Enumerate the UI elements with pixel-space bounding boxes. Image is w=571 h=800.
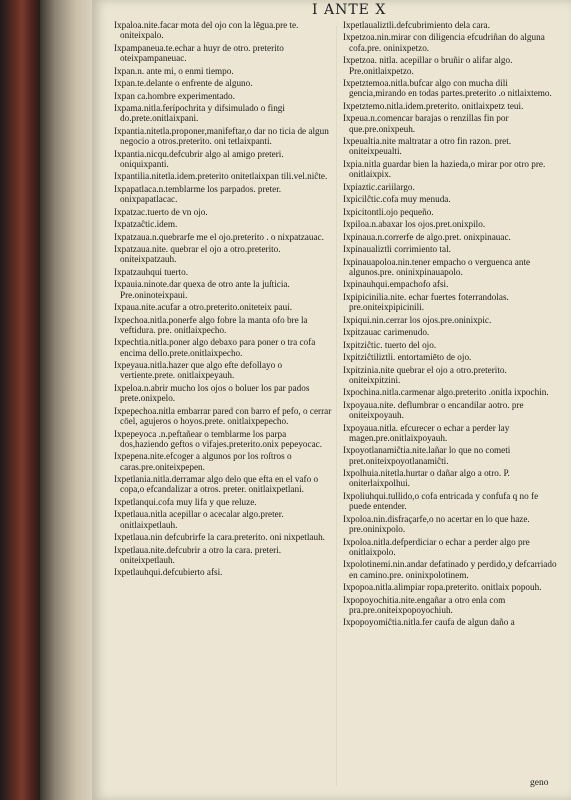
catchword: geno — [530, 778, 549, 788]
dictionary-entry: Ixpepechoa.nitla embarrar pared con barro ef pefo, o cerrar cōel, agujeros o hoyos.prete. onitlaixpepecho. — [114, 405, 332, 427]
dictionary-entry: Ixpinaua.n.correrfe de algo.pret. onixpinauac. — [343, 231, 511, 242]
dictionary-entry: Ixpaua.nite.acufar a otro.preterito.oniteteix paui. — [114, 302, 293, 313]
dictionary-entry: Ixpolhuia.nitetla.hurtar o dañar algo a otro. P. oniterlaixpolhui. — [343, 468, 510, 489]
dictionary-entry: Ixpantilia.nitetla.idem.preterito onitetlaixpan tili.vel.niĉte. — [114, 171, 328, 182]
dictionary-entry: Ixpoloa.nitla.defperdiciar o echar a perder algo pre onitlaixpolo. — [343, 536, 530, 557]
dictionary-entry: Ixpochina.nitla.carmenar algo.preterito .onitla ixpochin. — [343, 387, 549, 398]
dictionary-entry: Ixpitziĉtiliztli. entortamiēto de ojo. — [343, 352, 472, 363]
dictionary-entry: Ixpatzac.tuerto de vn ojo. — [114, 206, 208, 217]
dictionary-entry: Ixpantia.nicqu.defcubrir algo al amigo preteri. oniquixpanti. — [114, 148, 284, 169]
dictionary-entry: Ixpetlania.nitla.derramar algo delo que efta en el vafo o copa,o efcandalizar a otros. preter. onitlaixpetlani. — [114, 474, 319, 495]
dictionary-entry: Ixpechoa.nitla.ponerfe algo fobre la manta ofo bre la veftidura. pre. onitlaixpecho. — [114, 314, 308, 335]
dictionary-entry: Ixpoliuhqui.tullido,o cofa entricada y confufa q no fe puede entender. — [343, 490, 539, 512]
dictionary-entry: Ixpeualtia.nite maltratar a otro fin razon. pret. oniteixpeualti. — [343, 136, 512, 157]
dictionary-entry: Ixpatzaĉtic.idem. — [114, 219, 178, 230]
page-edge — [40, 0, 100, 800]
running-title: I ANTE X — [312, 2, 387, 18]
right-column — [343, 20, 559, 630]
dictionary-entry: Ixpolotinemi.nin.andar defatinado y perdido,y defcarriado en camino.pre. oninixpolotinem. — [343, 559, 557, 580]
dictionary-entry: Ixpinauapoloa.nin.tener empacho o verguenca ante algunos.pre. oninixpinauapolo. — [343, 256, 531, 277]
dictionary-page — [92, 0, 571, 800]
dictionary-entry: Ixpetlaua.nitla acepillar o acecalar algo.preter. onitlaixpetlauh. — [114, 509, 284, 530]
dictionary-entry: Ixpetlaua.nite.defcubrir a otro la cara. preteri. oniteixpetlauh. — [114, 544, 282, 565]
dictionary-entry: Ixpechtia.nitla.poner algo debaxo para poner o tra cofa encima dello.prete.onitlaixpecho. — [114, 337, 316, 358]
dictionary-entry: Ixpepena.nite.efcoger a algunos por los roſtros o caras.pre.oniteixpepen. — [114, 451, 292, 472]
dictionary-entry: Ixpeua.n.comencar barajas o renzillas fin por que.pre.onixpeuh. — [343, 113, 509, 134]
dictionary-entry: Ixpatzaua.n.quebrarfe me el ojo.preterito . o nixpatzauac. — [114, 231, 324, 242]
dictionary-entry: Ixpapatlaca.n.temblarme los parpados. preter. onixpapatlacac. — [114, 183, 282, 205]
dictionary-entry: Ixpiaztic.cariilargo. — [343, 181, 415, 192]
dictionary-entry: Ixpia.nitla guardar bien la hazieda,o mirar por otro pre. onitlaixpix. — [343, 158, 546, 180]
dictionary-entry: Ixpicitontli.ojo pequeño. — [343, 206, 434, 217]
dictionary-entry: Ixpantia.nitetla.proponer,manifeftar,o dar no ticia de algun negocio a otros.preterito. oni tetlaixpanti. — [114, 125, 329, 147]
dictionary-entry: Ixpan.n. ante mi, o enmi tiempo. — [114, 65, 234, 76]
dictionary-entry: Ixpetlanqui.cofa muy lifa y que reluze. — [114, 496, 257, 507]
dictionary-entry: Ixpinauhqui.empachofo afsi. — [343, 279, 449, 290]
dictionary-entry: Ixpetztemoa.nitla.bufcar algo con mucha dili gencia,mirando en todas partes.preterito .o nitlaixtemo. — [343, 78, 552, 99]
book-binding — [0, 0, 40, 800]
left-column — [114, 20, 332, 580]
dictionary-entry: Ixpeyaua.nitla.hazer que algo efte defollayo o vertiente.prete. onitlaixpeyauh. — [114, 360, 283, 381]
dictionary-entry: Ixpopoa.nitla.alimpiar ropa.preterito. onitlaix popouh. — [343, 582, 542, 593]
dictionary-entry: Ixpopoyochitia.nite.engañar a otro enla com pra.pre.oniteixpopoyochiuh. — [343, 594, 506, 615]
running-head — [92, 2, 571, 20]
column-gutter — [336, 26, 337, 786]
dictionary-entry: Ixpiloa.n.abaxar los ojos.pret.onixpilo. — [343, 219, 486, 230]
dictionary-entry: Ixpoloa.nin.disfraçarfe,o no acertar en lo que haze. pre.oninixpolo. — [343, 513, 530, 535]
dictionary-entry: Ixpoyaua.nitla. efcurecer o echar a perder lay magen.pre.onitlaixpoyauh. — [343, 422, 510, 443]
dictionary-entry: Ixpetlaua.nin defcubrirfe la cara.preterito. oni nixpetlauh. — [114, 532, 325, 543]
dictionary-entry: Ixpetlaualiztli.defcubrimiento dela cara. — [343, 20, 490, 30]
dictionary-entry: Ixpipicinilia.nite. echar fuertes foterrandolas. pre.oniteixpipicinili. — [343, 291, 509, 313]
dictionary-entry: Ixpoyaua.nite. deflumbrar o encandilar aotro. pre oniteixpoyauh. — [343, 399, 524, 421]
dictionary-entry: Ixpitziĉtic. tuerto del ojo. — [343, 339, 437, 350]
dictionary-entry: Ixpeloa.n.abrir mucho los ojos o boluer los par pados prete.onixpelo. — [114, 382, 310, 404]
dictionary-entry: Ixpan ca.hombre experimentado. — [114, 90, 235, 101]
dictionary-entry: Ixpetzoa.nin.mirar con diligencia efcudriñan do alguna cofa.pre. oninixpetzo. — [343, 32, 545, 53]
dictionary-entry: Ixpitzinia.nite quebrar el ojo a otro.preterito. oniteixpitzini. — [343, 364, 507, 385]
dictionary-entry: Ixpopoyomiĉtia.nitla.fer caufa de algun daño a — [343, 617, 515, 628]
dictionary-entry: Ixpaloa.nite.facar mota del ojo con la lēgua.pre te. oniteixpalo. — [114, 20, 299, 41]
dictionary-entry: Ixpan.te.delante o enfrente de alguno. — [114, 78, 253, 89]
dictionary-entry: Ixpepeyoca .n.peftañear o temblarme los parpa dos,haziendo geftos o vifajes.preterito.onix pepeyocac. — [114, 428, 323, 449]
dictionary-entry: Ixpetzoa. nitla. acepillar o bruñir o alifar algo. Pre.onitlaixpetzo. — [343, 55, 513, 76]
dictionary-entry: Ixpatzauhqui tuerto. — [114, 266, 188, 277]
dictionary-entry: Ixpauia.ninote.dar quexa de otro ante la juſticia. Pre.oninoteixpaui. — [114, 279, 290, 300]
dictionary-entry: Ixpetztemo.nitla.idem.preterito. onitlaixpetz teui. — [343, 100, 524, 111]
dictionary-entry: Ixpiqui.nin.cerrar los ojos.pre.oninixpic. — [343, 314, 492, 325]
dictionary-entry: Ixpatzaua.nite. quebrar el ojo a otro.preterito. oniteixpatzauh. — [114, 244, 281, 265]
dictionary-entry: Ixpama.nitla.ferípochrita y difsimulado o fingi do.prete.onitlaixpani. — [114, 103, 285, 124]
dictionary-entry: Ixpitzauac carimenudo. — [343, 327, 430, 338]
dictionary-entry: Ixpinaualiztli corrimiento tal. — [343, 244, 451, 255]
dictionary-entry: Ixpampaneua.te.echar a huyr de otro. preterito oteixpampaneuac. — [114, 42, 284, 64]
dictionary-entry: Ixpicilĉtic.cofa muy menuda. — [343, 194, 451, 205]
dictionary-entry: Ixpoyotlanamiĉtia.nite.lañar lo que no cometi pret.oniteixpoyotlanamiĉti. — [343, 445, 511, 466]
dictionary-entry: Ixpetlauhqui.defcubierto afsi. — [114, 567, 223, 578]
